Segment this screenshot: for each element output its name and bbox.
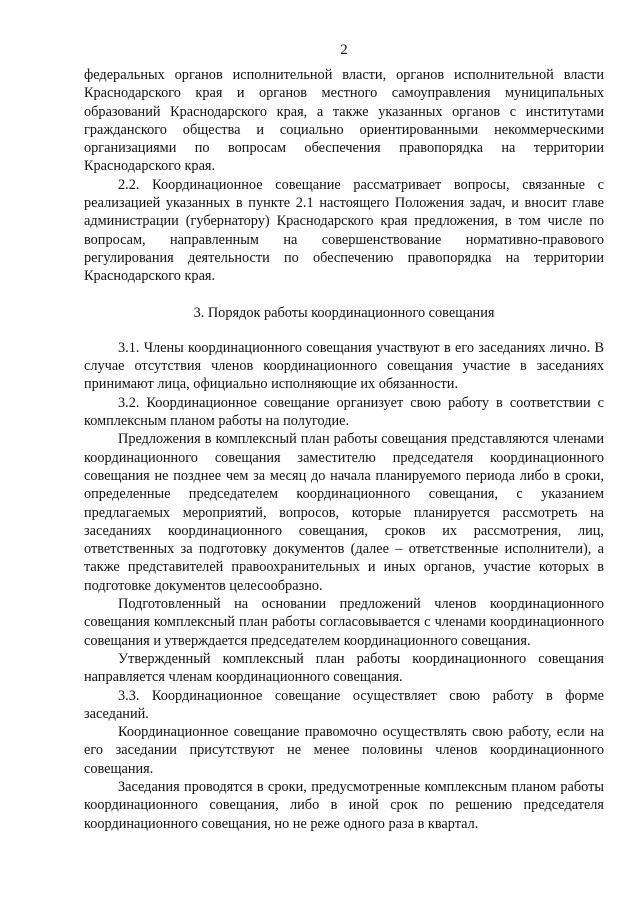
paragraph-proposals: Предложения в комплексный план работы совещания представляются членами координационного совещания заместителю председателя координационного совещания не позднее чем за месяц до начала планируемого периода либо в сроки, определенные председателем координационного совещания, с указанием предлагаемых мероприятий, вопросов, которые планируется рассмотреть на заседаниях координационного совещания, сроков их рассмотрения, лиц, ответственных за подготовку документов (далее – ответственные исполнители), а также представителей правоохранительных и иных органов, участие которых в подготовке документов целесообразно. bbox=[84, 431, 604, 594]
paragraph-3-3: 3.3. Координационное совещание осуществляет свою работу в форме заседаний. bbox=[84, 687, 604, 722]
section-heading-3: 3. Порядок работы координационного совещания bbox=[193, 304, 495, 321]
paragraph-continuation: федеральных органов исполнительной власти, органов исполнительной власти Краснодарского края и органов местного самоуправления муниципальных образований Краснодарского края, а также указанных органов с институтами гражданского общества и социально ориентированными некоммерческими организациями по вопросам обеспечения правопорядка на территории Краснодарского края. bbox=[84, 67, 604, 175]
paragraph-3-1: 3.1. Члены координационного совещания участвуют в его заседаниях лично. В случае отсутствия членов координационного совещания участие в заседаниях принимают лица, официально исполняющие их обязанности. bbox=[84, 339, 604, 393]
paragraph-3-2: 3.2. Координационное совещание организует свою работу в соответствии с комплексным планом работы на полугодие. bbox=[84, 394, 604, 430]
document-body bbox=[84, 66, 604, 833]
page-number: 2 bbox=[340, 42, 348, 58]
paragraph-meetings: Заседания проводятся в сроки, предусмотренные комплексным планом работы координационного совещания, либо в иной срок по решению председателя координационного совещания, но не реже одного раза в квартал. bbox=[84, 778, 604, 832]
paragraph-2-2: 2.2. Координационное совещание рассматривает вопросы, связанные с реализацией указанных в пункте 2.1 настоящего Положения задач, и вносит главе администрации (губернатору) Краснодарского края предложения, в том числе по вопросам, направленным на совершенствование нормативно-правового регулирования деятельности по обеспечению правопорядка на территории Краснодарского края. bbox=[84, 176, 604, 285]
paragraph-quorum: Координационное совещание правомочно осуществлять свою работу, если на его заседании присутствуют не менее половины членов координационного совещания. bbox=[84, 724, 604, 777]
paragraph-plan-distribution: Утвержденный комплексный план работы координационного совещания направляется членам координационного совещания. bbox=[84, 650, 604, 686]
paragraph-plan-approval: Подготовленный на основании предложений членов координационного совещания комплексный план работы согласовывается с членами координационного совещания и утверждается председателем координационного совещания. bbox=[84, 596, 604, 649]
